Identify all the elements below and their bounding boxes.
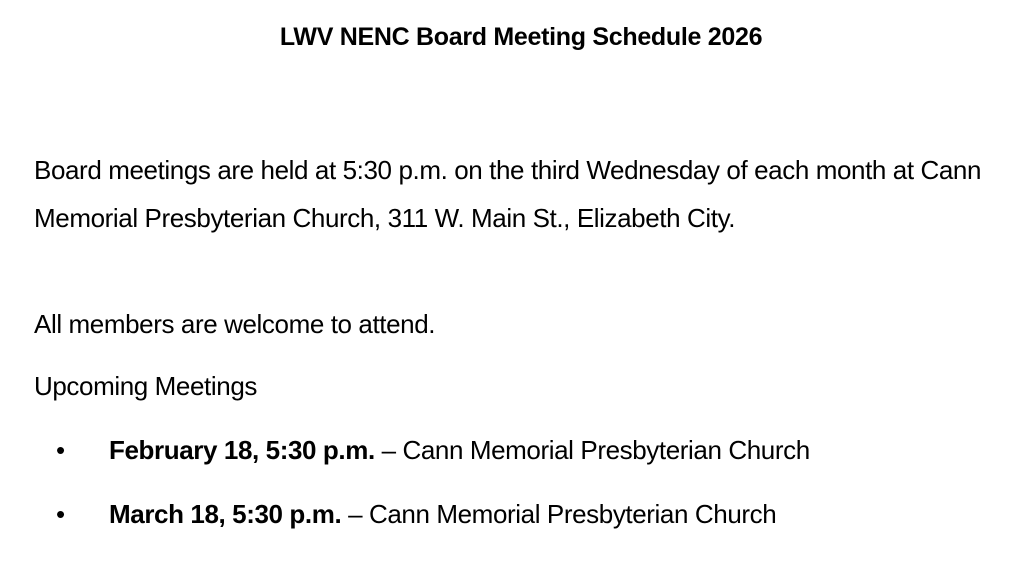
meeting-entry bbox=[109, 494, 776, 534]
intro-paragraph: Board meetings are held at 5:30 p.m. on the third Wednesday of each month at Cann Memorial Presbyterian Church, 311 W. Main St., Elizabeth City. bbox=[34, 155, 982, 233]
meeting-date: February 18, 5:30 p.m. bbox=[109, 435, 375, 465]
welcome-paragraph: All members are welcome to attend. bbox=[34, 309, 436, 339]
list-item bbox=[0, 430, 1024, 494]
meeting-location: – Cann Memorial Presbyterian Church bbox=[374, 435, 810, 465]
list-item bbox=[0, 494, 1024, 558]
meetings-list bbox=[0, 430, 1024, 558]
meeting-entry bbox=[109, 430, 810, 470]
meeting-location: – Cann Memorial Presbyterian Church bbox=[341, 499, 777, 529]
upcoming-meetings-heading: Upcoming Meetings bbox=[34, 371, 257, 401]
meeting-date: March 18, 5:30 p.m. bbox=[109, 499, 342, 529]
bullet-icon: • bbox=[56, 435, 65, 465]
bullet-icon: • bbox=[56, 499, 65, 529]
page-title: LWV NENC Board Meeting Schedule 2026 bbox=[279, 23, 763, 51]
